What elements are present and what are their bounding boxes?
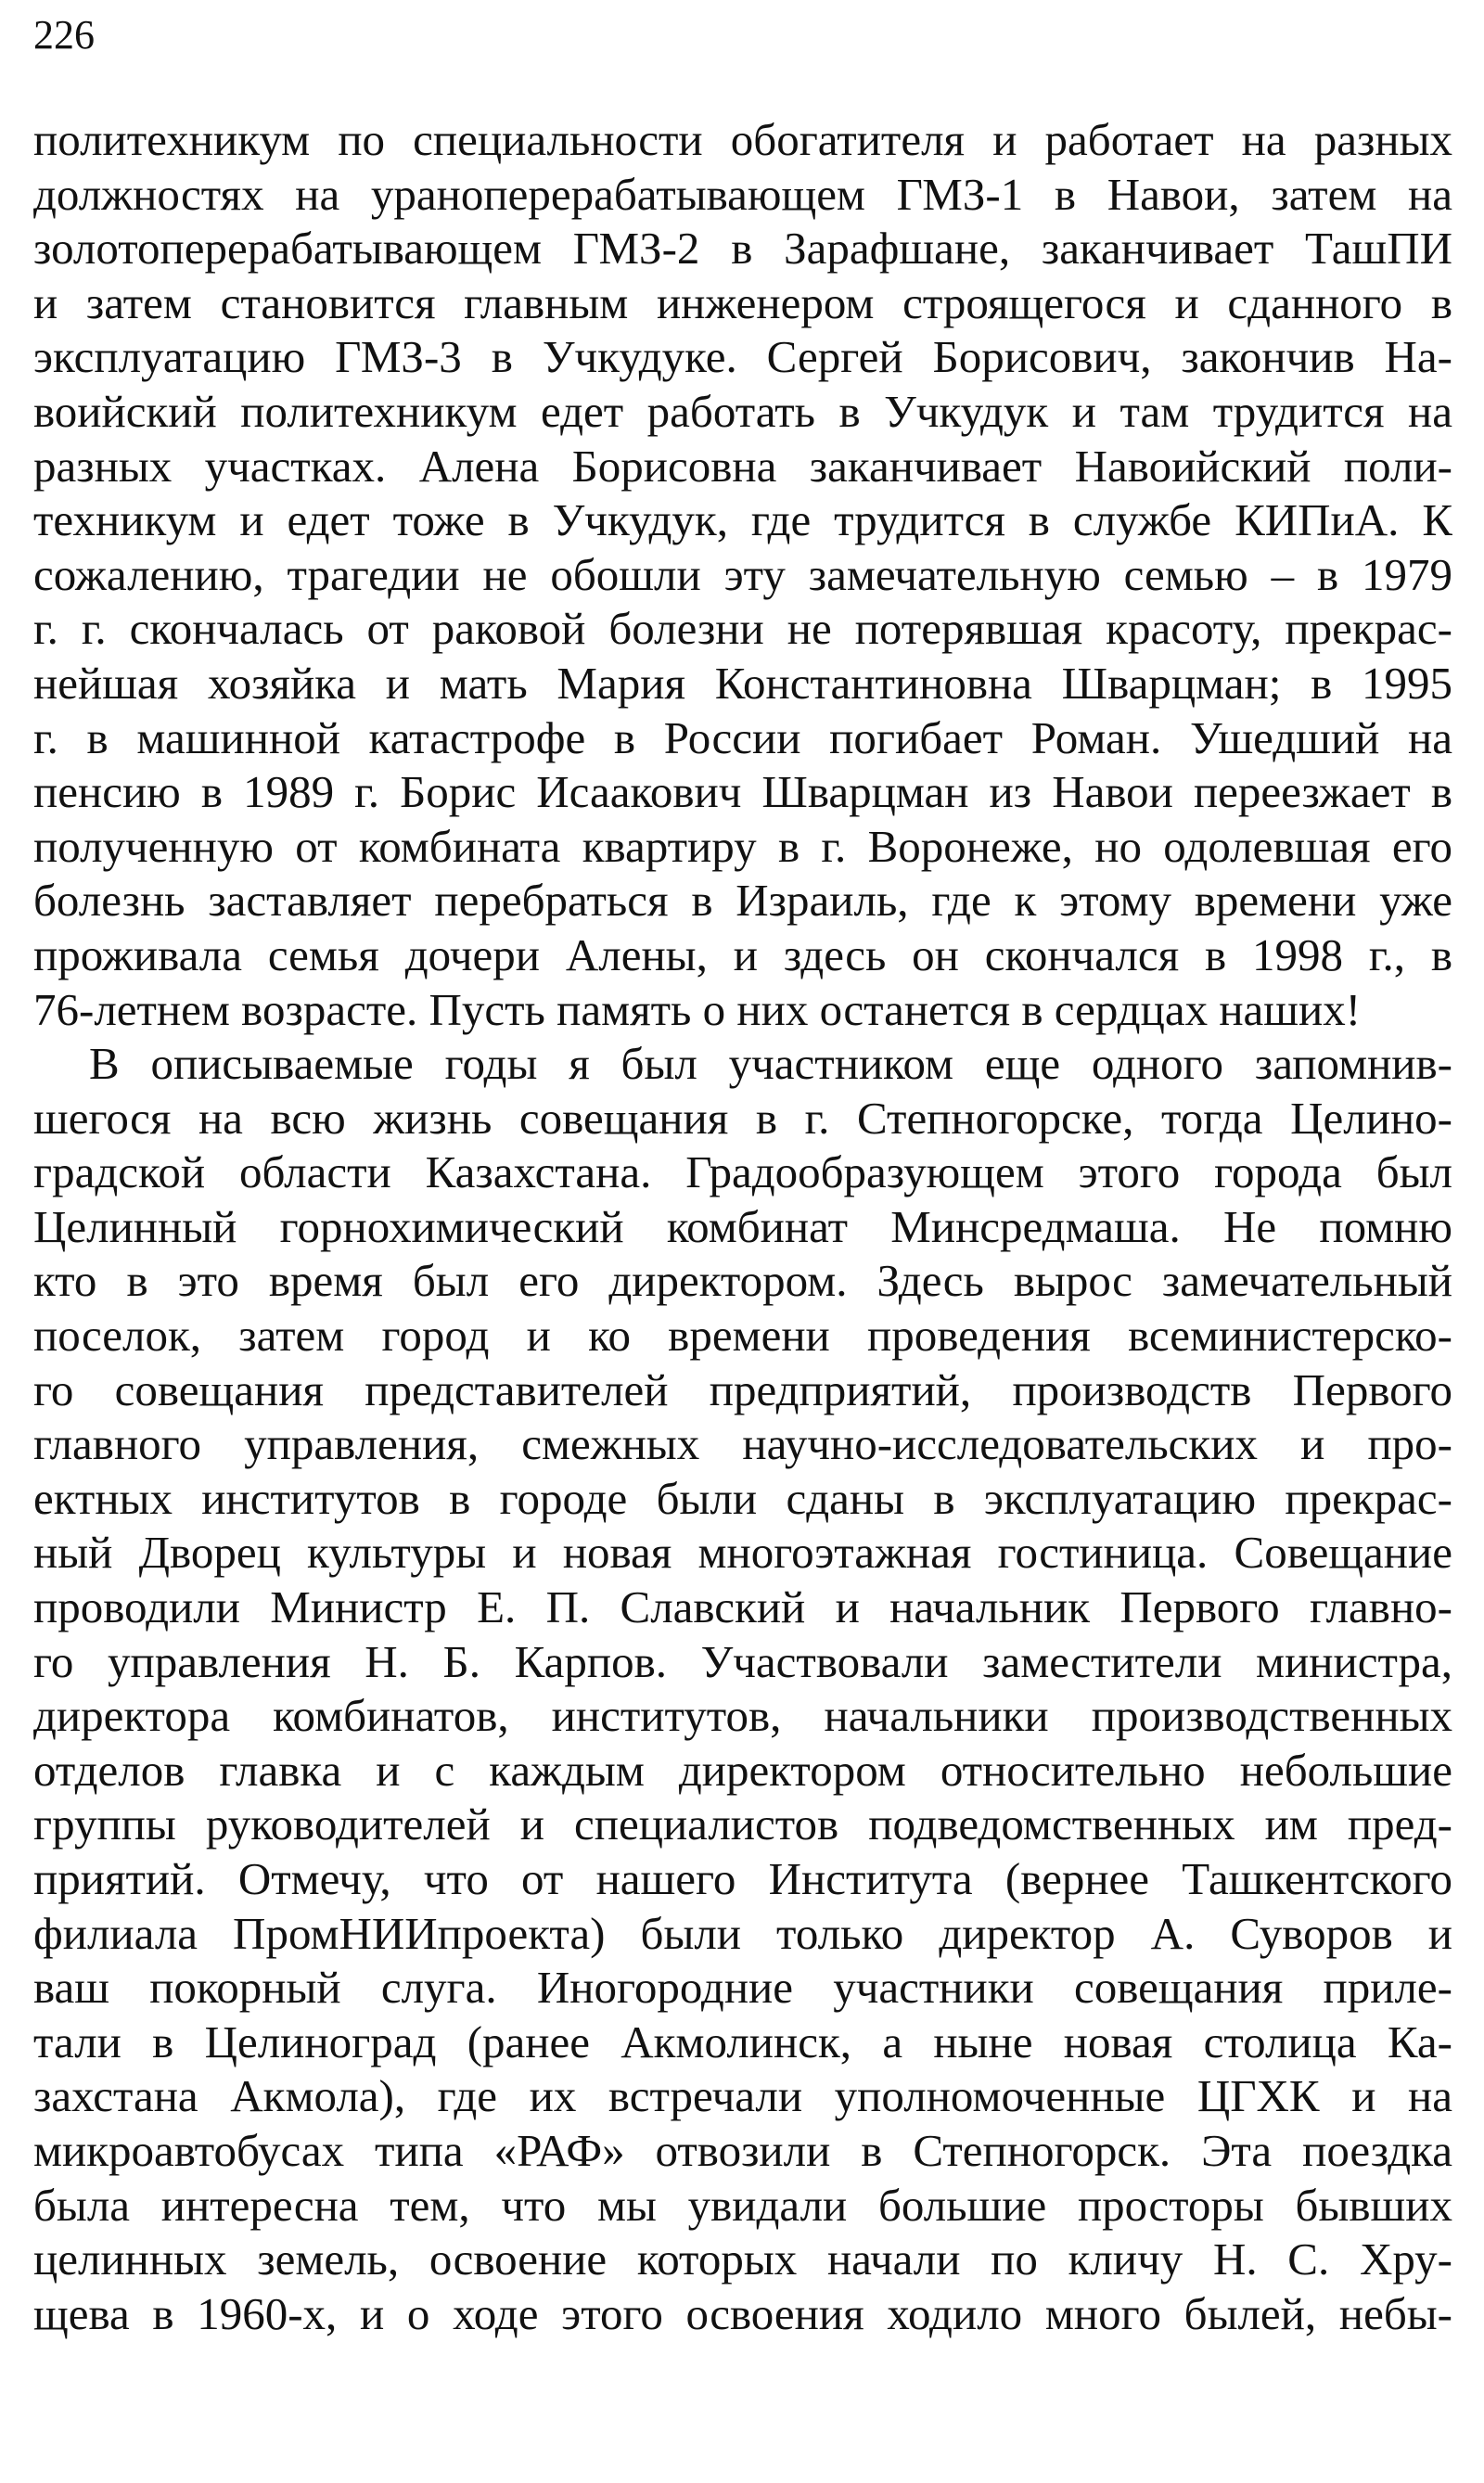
text-line: сожалению, трагедии не обошли эту замечательную семью – в 1979 (33, 548, 1452, 600)
text-line: г. г. скончалась от раковой болезни не потерявшая красоту, прекрас- (33, 603, 1452, 655)
text-line: приятий. Отмечу, что от нашего Института (вернее Ташкентского (33, 1853, 1452, 1904)
body-text (33, 113, 1452, 2341)
text-line: должностях на уранoперерабатывающем ГМЗ-1 в Навои, затем на (33, 168, 1452, 220)
text-line: филиала ПромНИИпроекта) были только директор А. Суворов и (33, 1907, 1452, 1959)
text-line: разных участках. Алена Борисовна заканчивает Навоийский поли- (33, 440, 1452, 492)
text-line: кто в это время был его директором. Здесь вырос замечательный (33, 1255, 1452, 1307)
text-line: Целинный горнохимический комбинат Минсредмаша. Не помню (33, 1200, 1452, 1252)
text-line: тали в Целиноград (ранее Акмолинск, а ныне новая столица Ка- (33, 2016, 1452, 2067)
text-line: поселок, затем город и ко времени проведения всеминистерско- (33, 1310, 1452, 1362)
page-number: 226 (33, 12, 95, 58)
text-line: го управления Н. Б. Карпов. Участвовали заместители министра, (33, 1635, 1452, 1687)
text-line: техникум и едет тоже в Учкудук, где трудится в службе КИПиА. К (33, 494, 1452, 546)
text-line: и затем становится главным инженером строящегося и сданного в (33, 276, 1452, 328)
text-line: захстана Акмола), где их встречали уполномоченные ЦГХК и на (33, 2070, 1452, 2122)
paragraph-1 (33, 113, 1452, 1037)
text-line: золотоперерабатывающем ГМЗ-2 в Зарафшане, заканчивает ТашПИ (33, 223, 1452, 275)
text-line: ваш покорный слуга. Иногородние участники совещания приле- (33, 1962, 1452, 2014)
text-line: нейшая хозяйка и мать Мария Константиновна Шварцман; в 1995 (33, 657, 1452, 709)
text-line: отделов главка и с каждым директором относительно небольшие (33, 1744, 1452, 1796)
text-line: проводили Министр Е. П. Славский и начальник Первого главно- (33, 1581, 1452, 1633)
text-line: проживала семья дочери Алены, и здесь он скончался в 1998 г., в (33, 928, 1452, 980)
text-line: воийский политехникум едет работать в Учкудук и там трудится на (33, 385, 1452, 437)
text-line: эксплуатацию ГМЗ-3 в Учкудуке. Сергей Борисович, закончив На- (33, 331, 1452, 383)
text-line: была интересна тем, что мы увидали большие просторы бывших (33, 2179, 1452, 2231)
text-line: группы руководителей и специалистов подведомственных им пред- (33, 1798, 1452, 1850)
text-line: болезнь заставляет перебраться в Израиль, где к этому времени уже (33, 875, 1452, 927)
text-line: ный Дворец культуры и новая многоэтажная гостиница. Совещание (33, 1527, 1452, 1579)
text-line: щева в 1960-х, и о ходе этого освоения ходило много былей, небы- (33, 2287, 1452, 2339)
text-line: градской области Казахстана. Градообразующем этого города был (33, 1146, 1452, 1198)
text-line: В описываемые годы я был участником еще одного запомнив- (89, 1038, 1452, 1090)
text-line: шегося на всю жизнь совещания в г. Степногорске, тогда Целино- (33, 1092, 1452, 1144)
paragraph-2 (33, 1037, 1452, 2341)
text-line: ектных институтов в городе были сданы в эксплуатацию прекрас- (33, 1472, 1452, 1524)
text-line: полученную от комбината квартиру в г. Воронеже, но одолевшая его (33, 820, 1452, 872)
text-line: директора комбинатов, институтов, начальники производственных (33, 1690, 1452, 1742)
text-line: 76-летнем возрасте. Пусть память о них останется в сердцах наших! (33, 983, 1362, 1035)
text-line: политехникум по специальности обогатителя и работает на разных (33, 114, 1452, 165)
text-line: микроавтобусах типа «РАФ» отвозили в Степногорск. Эта поездка (33, 2124, 1452, 2176)
text-line: пенсию в 1989 г. Борис Исаакович Шварцман из Навои переезжает в (33, 766, 1452, 818)
text-line: целинных земель, освоение которых начали по кличу Н. С. Хру- (33, 2233, 1452, 2285)
text-line: го совещания представителей предприятий, производств Первого (33, 1363, 1452, 1415)
text-line: г. в машинной катастрофе в России погибает Роман. Ушедший на (33, 711, 1452, 763)
text-line: главного управления, смежных научно-исследовательских и про- (33, 1418, 1452, 1470)
